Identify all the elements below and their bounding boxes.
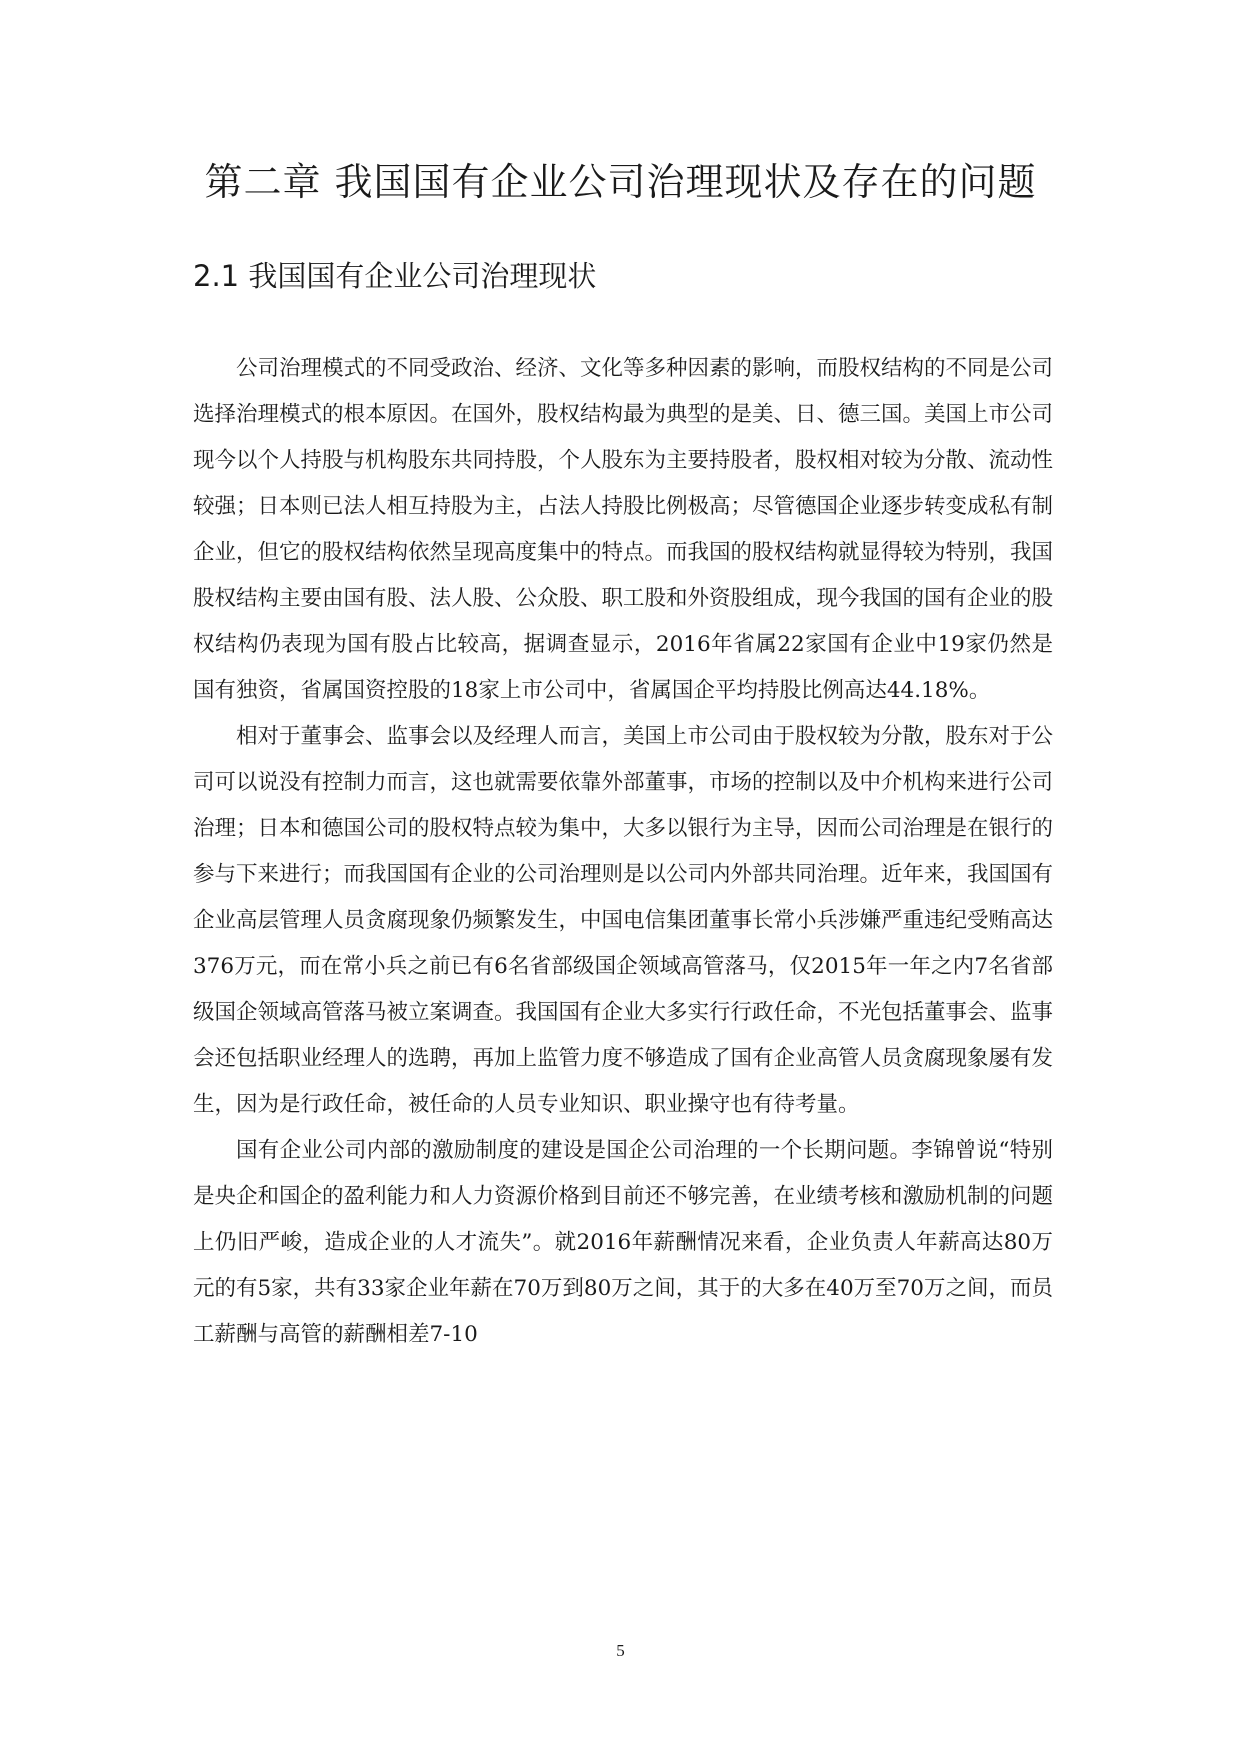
- chapter-title: 第二章 我国国有企业公司治理现状及存在的问题: [204, 160, 1037, 204]
- section-heading: 2.1 我国国有企业公司治理现状: [193, 259, 597, 293]
- paragraph-1: 公司治理模式的不同受政治、经济、文化等多种因素的影响，而股权结构的不同是公司选择治理模式的根本原因。在国外，股权结构最为典型的是美、日、德三国。美国上市公司现今以个人持股与机构股东共同持股，个人股东为主要持股者，股权相对较为分散、流动性较强；日本则已法人相互持股为主，占法人持股比例极高；尽管德国企业逐步转变成私有制企业，但它的股权结构依然呈现高度集中的特点。而我国的股权结构就显得较为特别，我国股权结构主要由国有股、法人股、公众股、职工股和外资股组成，现今我国的国有企业的股权结构仍表现为国有股占比较高，据调查显示，2016年省属22家国有企业中19家仍然是国有独资，省属国资控股的18家上市公司中，省属国企平均持股比例高达44.18%。: [193, 356, 1054, 703]
- paragraph-3: 国有企业公司内部的激励制度的建设是国企公司治理的一个长期问题。李锦曾说“特别是央企和国企的盈利能力和人力资源价格到目前还不够完善，在业绩考核和激励机制的问题上仍旧严峻，造成企业的人才流失”。就2016年薪酬情况来看，企业负责人年薪高达80万元的有5家，共有33家企业年薪在70万到80万之间，其于的大多在40万至70万之间，而员工薪酬与高管的薪酬相差7-10: [193, 1138, 1054, 1347]
- page-number: 5: [616, 1641, 625, 1660]
- body-text: [193, 346, 1053, 1358]
- paragraph-2: 相对于董事会、监事会以及经理人而言，美国上市公司由于股权较为分散，股东对于公司可以说没有控制力而言，这也就需要依靠外部董事，市场的控制以及中介机构来进行公司治理；日本和德国公司的股权特点较为集中，大多以银行为主导，因而公司治理是在银行的参与下来进行；而我国国有企业的公司治理则是以公司内外部共同治理。近年来，我国国有企业高层管理人员贪腐现象仍频繁发生，中国电信集团董事长常小兵涉嫌严重违纪受贿高达376万元，而在常小兵之前已有6名省部级国企领域高管落马，仅2015年一年之内7名省部级国企领域高管落马被立案调查。我国国有企业大多实行行政任命，不光包括董事会、监事会还包括职业经理人的选聘，再加上监管力度不够造成了国有企业高管人员贪腐现象屡有发生，因为是行政任命，被任命的人员专业知识、职业操守也有待考量。: [193, 724, 1054, 1117]
